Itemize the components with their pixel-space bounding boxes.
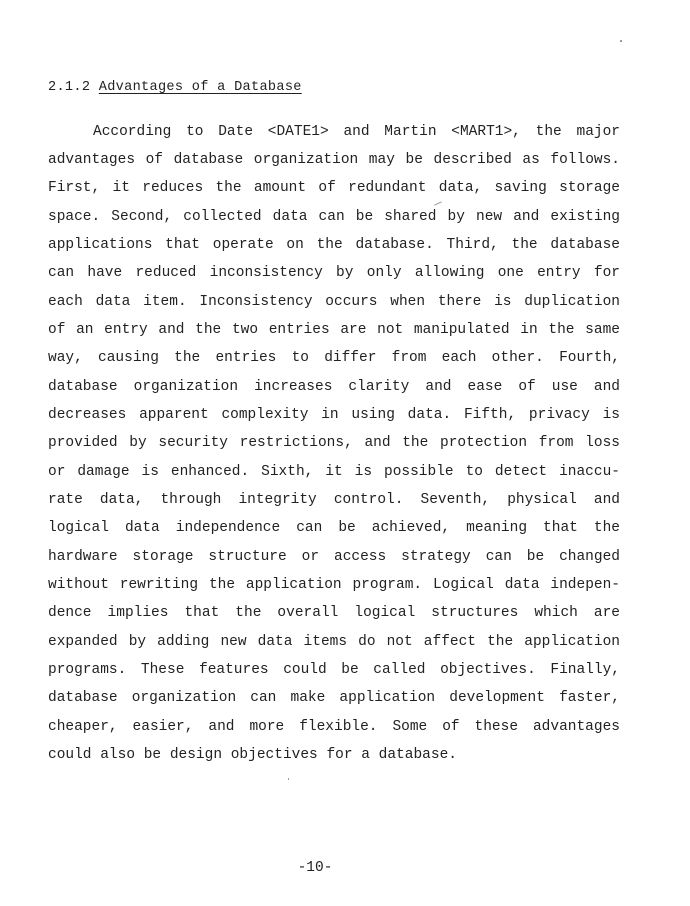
paragraph-line-last: could also be design objectives for a database. bbox=[48, 747, 457, 763]
paragraph-line: database organization can make application development faster, bbox=[48, 690, 620, 706]
paragraph-line: expanded by adding new data items do not affect the application bbox=[48, 634, 620, 650]
paragraph-line: First, it reduces the amount of redundant data, saving storage bbox=[48, 180, 620, 196]
paragraph-line: advantages of database organization may be described as follows. bbox=[48, 152, 620, 168]
paragraph-line: logical data independence can be achieved, meaning that the bbox=[48, 520, 620, 536]
section-number: 2.1.2 bbox=[48, 80, 91, 95]
paragraph-line: dence implies that the overall logical structures which are bbox=[48, 605, 620, 621]
paragraph-line: way, causing the entries to differ from each other. Fourth, bbox=[48, 350, 620, 366]
paragraph-line: programs. These features could be called objectives. Finally, bbox=[48, 662, 620, 678]
paragraph-line: without rewriting the application program. Logical data indepen- bbox=[48, 577, 620, 593]
paragraph-line: provided by security restrictions, and the protection from loss bbox=[48, 435, 620, 451]
section-title: Advantages of a Database bbox=[98, 80, 302, 95]
paragraph-line: According to Date <DATE1> and Martin <MART1>, the major bbox=[93, 124, 620, 140]
page-number: -10- bbox=[297, 860, 333, 876]
section-heading bbox=[48, 80, 302, 95]
paragraph-line: hardware storage structure or access strategy can be changed bbox=[48, 549, 620, 565]
paragraph-line: cheaper, easier, and more flexible. Some of these advantages bbox=[48, 719, 620, 735]
paragraph-line: database organization increases clarity and ease of use and bbox=[48, 379, 620, 395]
scan-speck bbox=[288, 778, 289, 780]
paragraph-line: rate data, through integrity control. Seventh, physical and bbox=[48, 492, 620, 508]
paragraph-line: or damage is enhanced. Sixth, it is possible to detect inaccu- bbox=[48, 464, 620, 480]
paragraph-line: decreases apparent complexity in using data. Fifth, privacy is bbox=[48, 407, 620, 423]
paragraph-line: space. Second, collected data can be shared by new and existing bbox=[48, 209, 620, 225]
paragraph-line: each data item. Inconsistency occurs when there is duplication bbox=[48, 294, 620, 310]
paragraph-line: of an entry and the two entries are not manipulated in the same bbox=[48, 322, 620, 338]
scan-speck bbox=[620, 40, 622, 42]
paragraph-line: can have reduced inconsistency by only allowing one entry for bbox=[48, 265, 620, 281]
paragraph-line: applications that operate on the database. Third, the database bbox=[48, 237, 620, 253]
scan-speck bbox=[434, 201, 442, 205]
